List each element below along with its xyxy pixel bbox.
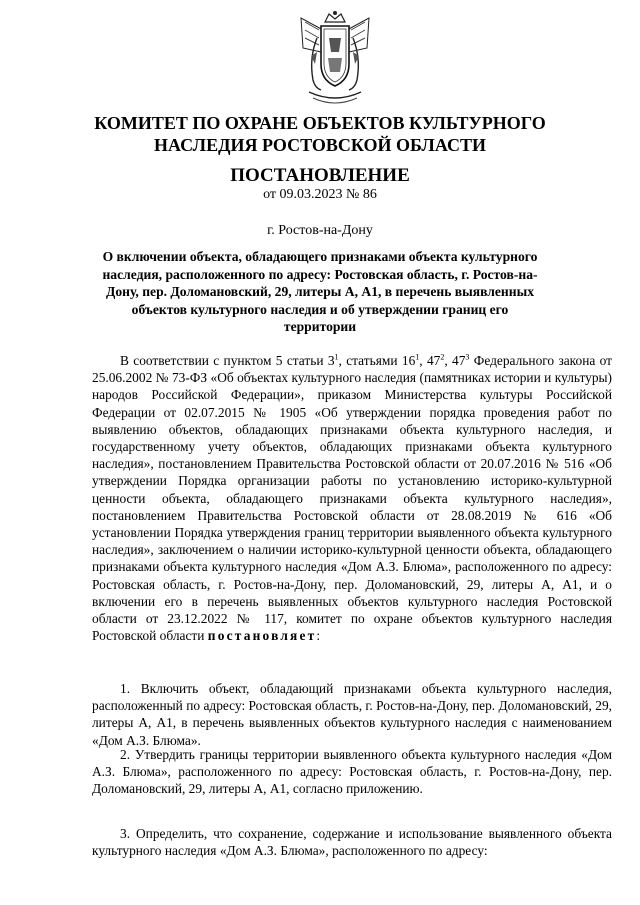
superscript: 1 [334,352,339,362]
superscript: 2 [440,352,445,362]
coat-of-arms-emblem [293,8,377,110]
preamble-text-b: , статьями 16 [338,353,416,368]
superscript: 3 [465,352,470,362]
document-type: ПОСТАНОВЛЕНИЕ [230,165,410,186]
preamble-text-d: , 47 [444,353,466,368]
item-3 [92,825,612,859]
preamble-text-e: Федерального закона от 25.06.2002 № 73-ФЗ «Об объектах культурного наследия (памятниках истории и культуры) народов Российской Федерации», приказом Министерства культуры Российской Федерации от 02.07.2015 № 1905 «Об утверждении порядка проведения работ по выявлению объектов, обладающих признаками объекта культурного наследия, и государственному учету объектов, обладающих признаками объекта культурного наследия», постановлением Правительства Ростовской области от 20.07.2016 № 516 «Об утверждении Порядка организации работы по установлению историко-культурной ценности объекта, обладающего признаками объекта культурного наследия», постановлением Правительства Ростовской области от 28.08.2019 № 616 «Об установлении Порядка утверждения границ территории выявленного объекта культурного наследия», заключением о наличии историко-культурной ценности объекта, обладающего признаками объекта культурного наследия «Дом А.З. Блюма», расположенного по адресу: Ростовская область, г. Ростов-на-Дону, пер. Доломановский, 29, литеры А, А1, и о включении его в перечень выявленных объектов культурного наследия Ростовской области от 23.12.2022 № 117, комитет по охране объектов культурного наследия Ростовской области [92,353,613,644]
item-1 [92,680,612,749]
item-1-text: 1. Включить объект, обладающий признаками объекта культурного наследия, расположенный по адресу: Ростовская область, г. Ростов-на-Дону, пер. Доломановский, 29, литеры А, А1, в перечень выявленных объектов культурного наследия с наименованием «Дом А.З. Блюма». [92,681,612,748]
document-subject: О включении объекта, обладающего признаками объекта культурного наследия, расположенного по адресу: Ростовская область, г. Ростов-на-Дону, пер. Доломановский, 29, литеры А, А1, в перечень выявленных объектов культурного наследия и об утверждении границ его территории [102,249,538,334]
preamble-text-c: , 47 [419,353,441,368]
item-2-text: 2. Утвердить границы территории выявленного объекта культурного наследия «Дом А.З. Блюма», расположенного по адресу: Ростовская область, г. Ростов-на-Дону, пер. Доломановский, 29, литеры А, А1, согласно приложению. [92,747,612,797]
organization-name: КОМИТЕТ ПО ОХРАНЕ ОБЪЕКТОВ КУЛЬТУРНОГО НАСЛЕДИЯ РОСТОВСКОЙ ОБЛАСТИ [94,113,546,155]
item-2 [92,746,612,798]
preamble-paragraph [92,352,612,644]
document-city: г. Ростов-на-Дону [267,223,373,238]
superscript: 1 [415,352,420,362]
document-date-number: от 09.03.2023 № 86 [263,187,377,202]
preamble-end: : [316,628,321,644]
preamble-text-a: В соответствии с пунктом 5 статьи 3 [120,353,335,368]
item-3-text: 3. Определить, что сохранение, содержание и использование выявленного объекта культурного наследия «Дом А.З. Блюма», расположенного по адресу: [92,826,612,859]
resolves-word: постановляет [207,628,317,644]
